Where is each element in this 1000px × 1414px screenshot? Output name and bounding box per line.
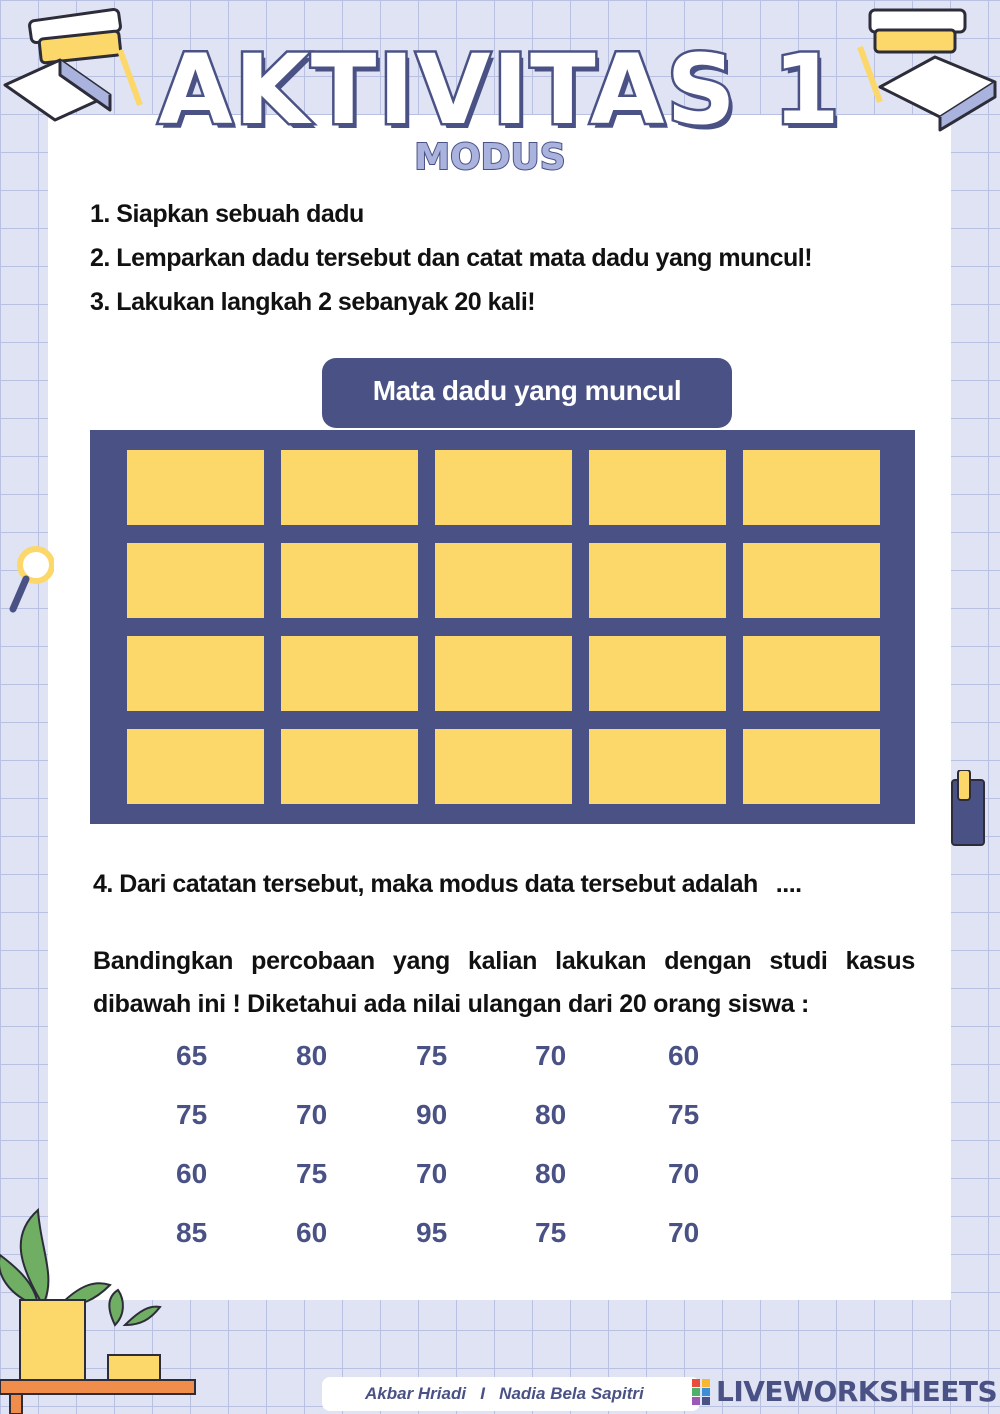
liveworksheets-logo[interactable]: [690, 1375, 998, 1409]
dice-result-input[interactable]: [127, 636, 264, 711]
score-value: 70: [296, 1099, 328, 1130]
question-4-text: 4. Dari catatan tersebut, maka modus data tersebut adalah: [93, 870, 758, 898]
dice-result-input[interactable]: [743, 450, 880, 525]
question-4: [93, 870, 802, 899]
dice-result-input[interactable]: [281, 636, 418, 711]
score-value: 80: [535, 1158, 567, 1189]
dice-result-input[interactable]: [435, 543, 572, 618]
dice-result-input[interactable]: [127, 543, 264, 618]
score-value: 80: [296, 1040, 328, 1071]
instruction-step-3: 3. Lakukan langkah 2 sebanyak 20 kali!: [90, 288, 536, 316]
author-2: Nadia Bela Sapitri: [499, 1384, 644, 1403]
dice-result-input[interactable]: [743, 543, 880, 618]
score-value: 95: [416, 1217, 448, 1248]
dice-result-input[interactable]: [281, 729, 418, 804]
author-separator: I: [480, 1384, 485, 1403]
score-value: 60: [668, 1040, 700, 1071]
brand-name: LIVEWORKSHEETS: [716, 1375, 998, 1408]
instruction-step-1: 1. Siapkan sebuah dadu: [90, 200, 364, 228]
answer-blank[interactable]: ....: [775, 870, 802, 898]
score-value: 70: [416, 1158, 448, 1189]
score-value: 75: [535, 1217, 567, 1248]
dice-results-grid: [90, 430, 915, 824]
dice-result-input[interactable]: [435, 450, 572, 525]
score-value: 60: [296, 1217, 328, 1248]
page-title: AKTIVITAS 1: [158, 34, 842, 146]
instruction-step-2: 2. Lemparkan dadu tersebut dan catat mata dadu yang muncul!: [90, 244, 813, 272]
case-study-paragraph: Bandingkan percobaan yang kalian lakukan dengan studi kasus dibawah ini ! Diketahui ada nilai ulangan dari 20 orang siswa :: [93, 947, 915, 1018]
dice-table-header: Mata dadu yang muncul: [322, 358, 732, 428]
score-value: 65: [176, 1040, 208, 1071]
magnifier-icon: [8, 545, 54, 615]
potted-plant-icon: [0, 1205, 200, 1414]
dice-result-input[interactable]: [281, 450, 418, 525]
dice-result-input[interactable]: [435, 729, 572, 804]
score-value: 75: [668, 1099, 700, 1130]
score-value: 70: [668, 1158, 700, 1189]
dice-result-input[interactable]: [743, 729, 880, 804]
dice-result-input[interactable]: [589, 729, 726, 804]
score-value: 75: [296, 1158, 328, 1189]
score-value: 85: [176, 1217, 208, 1248]
score-value: 60: [176, 1158, 208, 1189]
dice-result-input[interactable]: [127, 450, 264, 525]
dice-result-input[interactable]: [435, 636, 572, 711]
score-value: 90: [416, 1099, 448, 1130]
notebook-pen-icon: [950, 770, 990, 850]
score-value: 70: [535, 1040, 567, 1071]
dice-result-input[interactable]: [127, 729, 264, 804]
dice-result-input[interactable]: [589, 543, 726, 618]
footer-authors: [365, 1384, 644, 1404]
score-value: 75: [416, 1040, 448, 1071]
score-value: 80: [535, 1099, 567, 1130]
score-value: 75: [176, 1099, 208, 1130]
dice-result-input[interactable]: [743, 636, 880, 711]
dice-result-input[interactable]: [589, 636, 726, 711]
dice-result-input[interactable]: [281, 543, 418, 618]
page-subtitle: MODUS: [414, 137, 566, 178]
dice-result-input[interactable]: [589, 450, 726, 525]
score-value: 70: [668, 1217, 700, 1248]
logo-squares-icon: [692, 1379, 712, 1405]
author-1: Akbar Hriadi: [365, 1384, 467, 1403]
